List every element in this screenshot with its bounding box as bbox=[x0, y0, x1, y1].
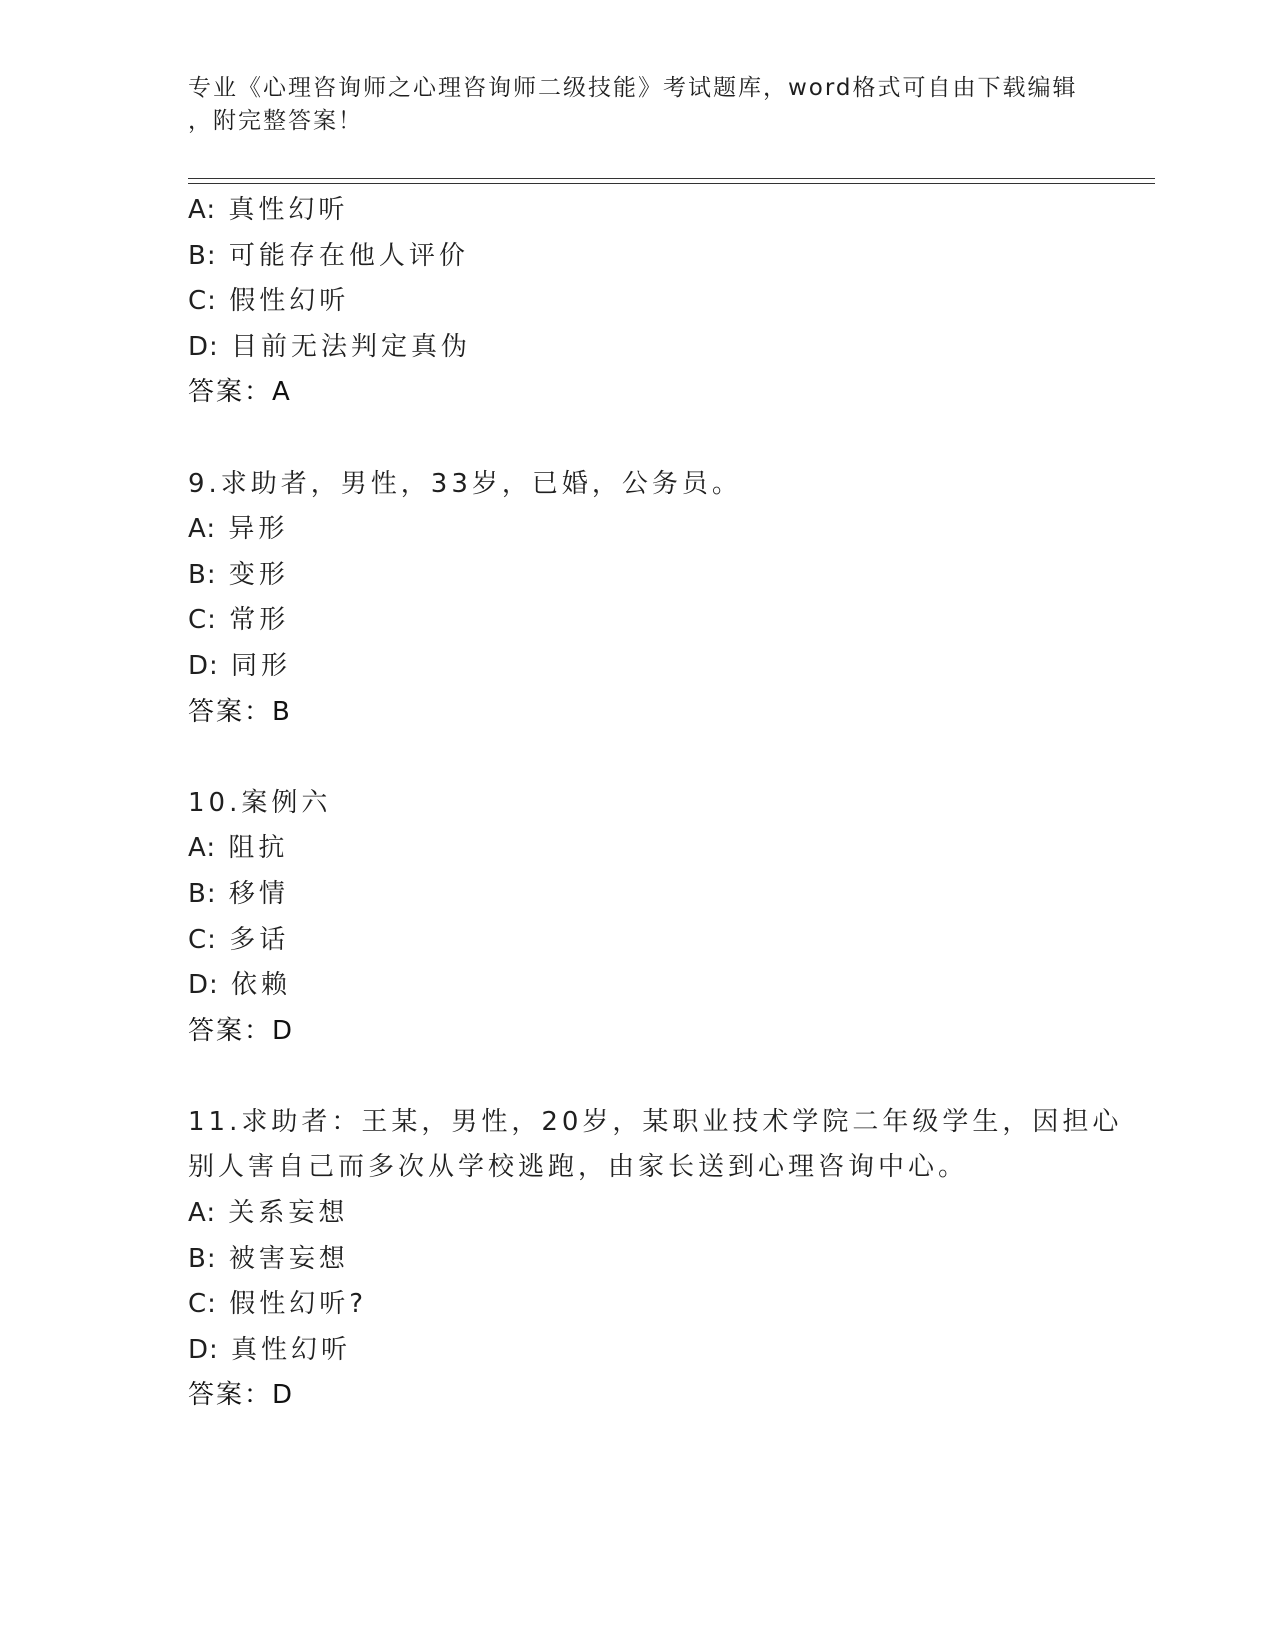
question-list bbox=[188, 188, 1148, 1419]
option-a: A: 关系妄想 bbox=[188, 1198, 349, 1229]
answer-line: 答案：D bbox=[188, 1380, 295, 1411]
question-11 bbox=[188, 1100, 1148, 1419]
option-d: D: 目前无法判定真伪 bbox=[188, 331, 472, 362]
question-stem-line-1: 11.求助者：王某，男性，20岁，某职业技术学院二年级学生，因担心 bbox=[188, 1106, 1123, 1137]
option-a: A: 异形 bbox=[188, 514, 289, 545]
option-c: C: 多话 bbox=[188, 924, 290, 955]
question-stem-line-2: 别人害自己而多次从学校逃跑，由家长送到心理咨询中心。 bbox=[188, 1152, 969, 1183]
option-d: D: 依赖 bbox=[188, 970, 292, 1001]
answer-line: 答案：D bbox=[188, 1015, 295, 1046]
option-c: C: 假性幻听 bbox=[188, 286, 350, 317]
header-divider-bottom bbox=[188, 183, 1155, 184]
answer-line: 答案：B bbox=[188, 696, 292, 727]
option-a: A: 真性幻听 bbox=[188, 195, 349, 225]
question-9 bbox=[188, 462, 1148, 736]
option-c: C: 假性幻听? bbox=[188, 1289, 367, 1320]
question-stem: 9.求助者，男性，33岁，已婚，公务员。 bbox=[188, 468, 742, 499]
option-d: D: 真性幻听 bbox=[188, 1334, 352, 1365]
answer-line: 答案：A bbox=[188, 377, 292, 408]
question-8 bbox=[188, 188, 1148, 416]
header-title-line-2: ，附完整答案！ bbox=[188, 108, 363, 134]
document-header bbox=[188, 72, 1088, 138]
option-b: B: 变形 bbox=[188, 559, 289, 590]
question-stem: 10.案例六 bbox=[188, 787, 332, 818]
option-b: B: 移情 bbox=[188, 878, 289, 909]
spacer bbox=[188, 1054, 1148, 1100]
spacer bbox=[188, 416, 1148, 462]
spacer bbox=[188, 735, 1148, 781]
option-b: B: 可能存在他人评价 bbox=[188, 240, 469, 271]
option-b: B: 被害妄想 bbox=[188, 1243, 349, 1274]
option-a: A: 阻抗 bbox=[188, 833, 289, 864]
option-c: C: 常形 bbox=[188, 605, 290, 636]
question-10 bbox=[188, 781, 1148, 1055]
header-title-line-1: 专业《心理咨询师之心理咨询师二级技能》考试题库，word格式可自由下载编辑 bbox=[188, 75, 1078, 101]
option-d: D: 同形 bbox=[188, 650, 292, 681]
header-divider-top bbox=[188, 178, 1155, 179]
